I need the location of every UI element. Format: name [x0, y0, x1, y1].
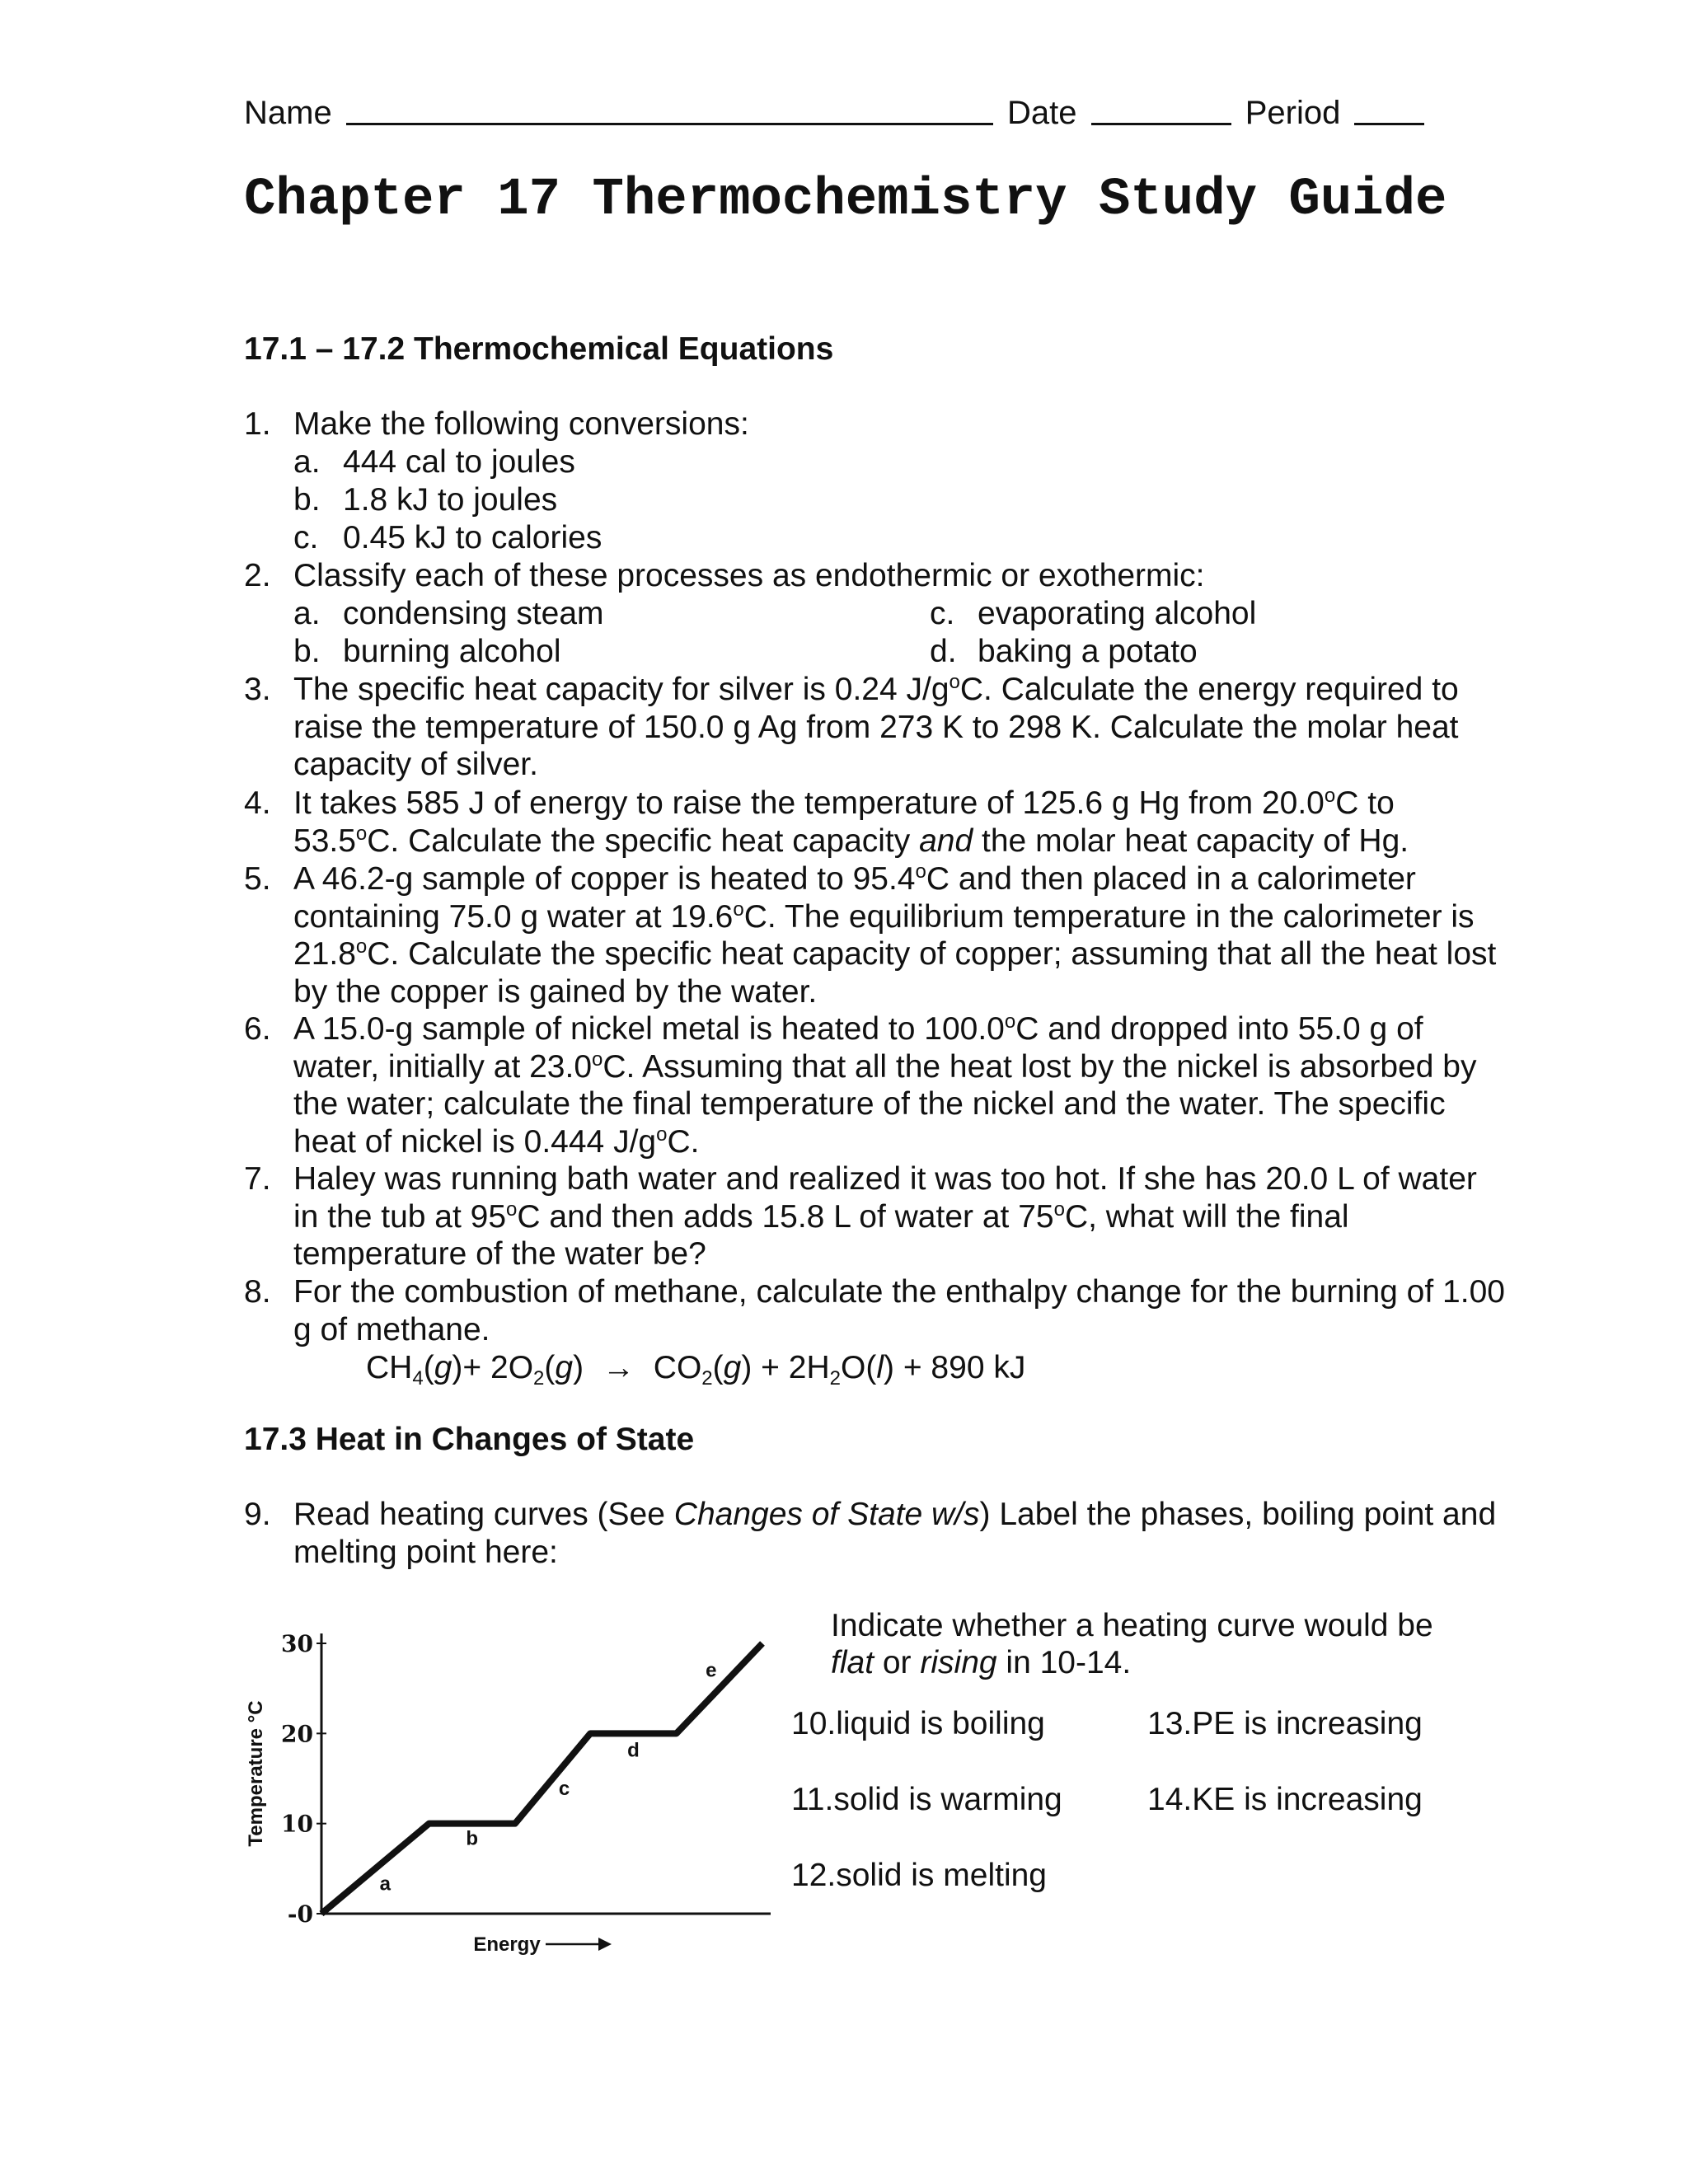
page-title: Chapter 17 Thermochemistry Study Guide: [244, 171, 1447, 230]
question-text: KE is increasing: [1192, 1782, 1423, 1817]
question-11: [791, 1782, 1062, 1818]
header-line: [244, 95, 1429, 132]
y-tick-label: 10: [281, 1810, 313, 1838]
question-number: 14.: [1147, 1782, 1193, 1817]
period-label: Period: [1245, 95, 1341, 131]
heating-curve-instructions: Indicate whether a heating curve would be flat or rising in 10-14.: [831, 1608, 1433, 1680]
sub-label: b.: [293, 482, 321, 518]
question-10: [791, 1706, 1045, 1742]
y-tick-label: -0: [287, 1900, 313, 1928]
sub-item-a: [293, 443, 575, 481]
segment-label-b: b: [466, 1827, 479, 1850]
name-field[interactable]: [346, 95, 993, 125]
segment-label-e: e: [706, 1659, 717, 1682]
question-text: A 46.2-g sample of copper is heated to 95.4$^o$C and then placed in a calorimeter containing 75.0 g water at 19.6$^o$C. The equilibrium temperature in the calorimeter is 21.8$^o$C. Calculate the specific heat capacity of copper; assuming that all the heat lost by the copper is gained by the water.: [293, 860, 1497, 1010]
sub-label: a.: [293, 596, 321, 631]
question-text: A 15.0-g sample of nickel metal is heated to 100.0$^o$C and dropped into 55.0 g of water, initially at 23.0$^o$C. Assuming that all the heat lost by the nickel is absorbed by the water; calculate the final temperature of the nickel and the water. The specific heat of nickel is 0.444 $J/g^oC$.: [293, 1010, 1477, 1160]
sub-item-a: [293, 595, 604, 633]
x-axis-label: Energy: [473, 1933, 541, 1956]
question-text: Make the following conversions:: [293, 406, 749, 442]
sub-text: evaporating alcohol: [978, 596, 1257, 631]
question-number: 2.: [244, 558, 271, 593]
question-text: solid is melting: [836, 1858, 1047, 1893]
combustion-equation: $CH_4(g)+ 2O_2(g) \to CO_2(g) + 2H_2O(l) + 890$ kJ: [366, 1350, 1026, 1390]
question-number: 7.: [244, 1161, 271, 1197]
x-axis-arrowhead: [598, 1938, 612, 1951]
name-label: Name: [244, 95, 332, 131]
question-14: [1147, 1782, 1423, 1818]
y-tick-label: 30: [281, 1630, 313, 1657]
question-text: For the combustion of methane, calculate the enthalpy change for the burning of 1.00 g of methane.: [293, 1274, 1505, 1347]
period-field[interactable]: [1354, 95, 1424, 125]
sub-text: burning alcohol: [343, 634, 561, 669]
section-heading-changes-of-state: 17.3 Heat in Changes of State: [244, 1422, 695, 1457]
sub-item-c: [293, 519, 603, 557]
question-number: 8.: [244, 1274, 271, 1310]
arrow-icon: →: [602, 1350, 635, 1385]
sub-label: a.: [293, 444, 321, 480]
sub-text: 1.8 kJ to joules: [343, 482, 558, 518]
sub-item-b: [293, 633, 561, 671]
question-text: Read heating curves (See Changes of State w/s) Label the phases, boiling point and melting point here:: [293, 1497, 1497, 1570]
date-label: Date: [1006, 95, 1077, 131]
date-field[interactable]: [1091, 95, 1231, 125]
question-text: solid is warming: [833, 1782, 1062, 1817]
sub-text: condensing steam: [343, 596, 604, 631]
question-number: 5.: [244, 861, 271, 897]
question-number: 3.: [244, 672, 271, 707]
sub-item-d: [930, 633, 1198, 671]
question-number: 10.: [791, 1706, 837, 1741]
sub-label: b.: [293, 634, 321, 669]
question-text: liquid is boiling: [836, 1706, 1045, 1741]
section-heading-thermochemical-equations: 17.1 – 17.2 Thermochemical Equations: [244, 331, 834, 367]
y-axis-label: Temperature °C: [245, 1700, 267, 1847]
sub-text: baking a potato: [978, 634, 1198, 669]
question-text: Haley was running bath water and realized it was too hot. If she has 20.0 L of water in the tub at 95$^o$C and then adds 15.8 L of water at 75$^o$C, what will the final temperature of the water be?: [293, 1161, 1477, 1272]
question-number: 6.: [244, 1011, 271, 1047]
segment-label-d: d: [627, 1739, 640, 1762]
question-number: 12.: [791, 1858, 837, 1893]
sub-item-b: [293, 481, 558, 519]
question-number: 1.: [244, 406, 271, 442]
question-number: 11.: [791, 1782, 834, 1817]
y-tick-label: 20: [281, 1720, 313, 1748]
sub-text: 0.45 kJ to calories: [343, 520, 603, 555]
question-text: PE is increasing: [1192, 1706, 1423, 1741]
segment-label-c: c: [558, 1778, 570, 1800]
question-number: 9.: [244, 1497, 271, 1532]
segment-label-a: a: [379, 1872, 391, 1896]
question-text: The specific heat capacity for silver is 0.24 $J/g^oC$. Calculate the energy required to raise the temperature of 150.0 g Ag from 273 K to 298 K. Calculate the molar heat capacity of silver.: [293, 671, 1459, 782]
sub-label: c.: [293, 520, 319, 555]
question-text: Classify each of these processes as endothermic or exothermic:: [293, 558, 1205, 593]
question-13: [1147, 1706, 1423, 1742]
sub-label: c.: [930, 596, 955, 631]
sub-item-c: [930, 595, 1257, 633]
sub-text: 444 cal to joules: [343, 444, 575, 480]
heating-curve-chart: [239, 1607, 783, 1970]
question-12: [791, 1858, 1047, 1894]
question-number: 13.: [1147, 1706, 1193, 1741]
question-number: 4.: [244, 785, 271, 821]
question-text: It takes 585 J of energy to raise the temperature of 125.6 g Hg from 20.0$^o$C to 53.5$^o$C. Calculate the specific heat capacity and the molar heat capacity of Hg.: [293, 785, 1409, 859]
sub-label: d.: [930, 634, 957, 669]
